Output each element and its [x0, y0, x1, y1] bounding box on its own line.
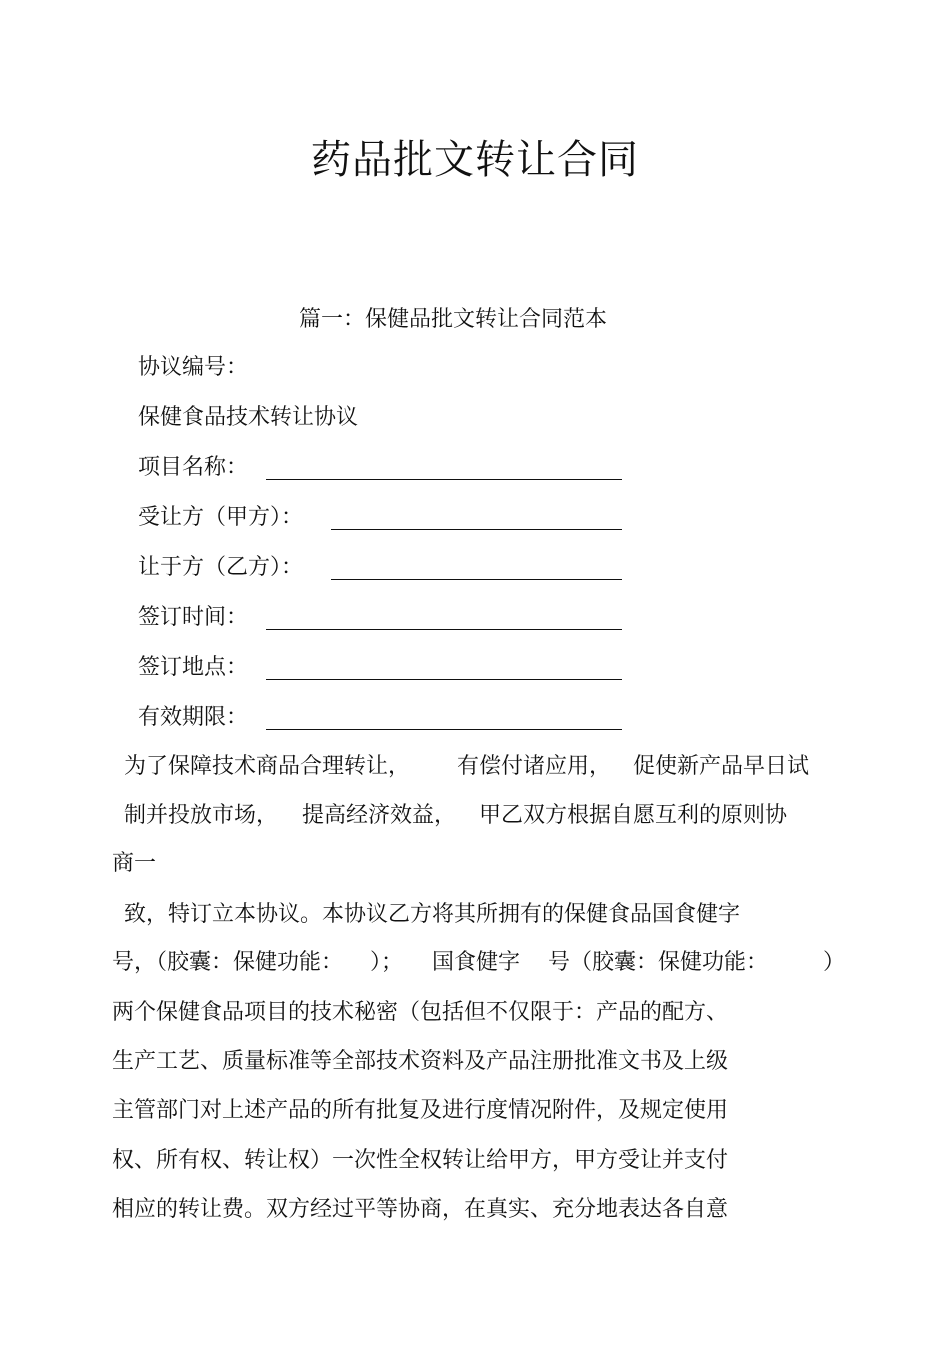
field-transferor: [138, 553, 303, 583]
field-validity: [138, 703, 248, 733]
body-line: 国食健字: [432, 950, 521, 975]
field-label: 签订时间：: [138, 605, 249, 630]
field-agreement-name: 保健食品技术转让协议: [138, 405, 359, 430]
body-line: 促使新产品早日试: [633, 754, 810, 779]
field-sign-time: [138, 603, 248, 633]
fill-in-blank: [266, 609, 622, 630]
fill-in-blank: [266, 459, 622, 480]
body-line: 为了保障技术商品合理转让，: [124, 754, 411, 779]
body-line: 号（胶囊：保健功能：: [548, 950, 769, 975]
body-line: 有偿付诸应用，: [457, 754, 612, 779]
body-line: 号，（胶囊：保健功能：: [112, 950, 344, 975]
field-label: 项目名称：: [138, 455, 249, 480]
body-line: 权、所有权、转让权）一次性全权转让给甲方，甲方受让并支付: [112, 1148, 729, 1173]
body-line: 两个保健食品项目的技术秘密（包括但不仅限于：产品的配方、: [112, 1000, 729, 1025]
field-sign-place: [138, 653, 248, 683]
body-line: 提高经济效益，: [302, 803, 457, 828]
body-line: 主管部门对上述产品的所有批复及进行度情况附件，及规定使用: [112, 1098, 729, 1123]
fill-in-blank: [266, 659, 622, 680]
document-title: 药品批文转让合同: [311, 137, 639, 183]
fill-in-blank: [331, 559, 622, 580]
field-transferee: [138, 503, 303, 533]
field-label: 让于方（乙方）：: [138, 555, 304, 580]
body-line: 生产工艺、质量标准等全部技术资料及产品注册批准文书及上级: [112, 1049, 729, 1074]
body-line: 相应的转让费。双方经过平等协商，在真实、充分地表达各自意: [112, 1197, 729, 1222]
fill-in-blank: [266, 709, 622, 730]
section-heading: 篇一：保健品批文转让合同范本: [298, 307, 607, 332]
body-line: 致，特订立本协议。本协议乙方将其所拥有的保健食品国食健字: [124, 902, 741, 927]
field-project-name: [138, 453, 248, 483]
body-line: 甲乙双方根据自愿互利的原则协: [479, 803, 788, 828]
body-line: ）: [823, 950, 846, 975]
body-line: 制并投放市场，: [124, 803, 279, 828]
field-label: 有效期限：: [138, 705, 249, 730]
body-line: 商一: [112, 851, 157, 876]
fill-in-blank: [331, 509, 622, 530]
field-label: 受让方（甲方）：: [138, 505, 304, 530]
body-line: ）；: [370, 950, 404, 975]
field-label: 签订地点：: [138, 655, 249, 680]
field-agreement-no: 协议编号：: [138, 355, 249, 380]
